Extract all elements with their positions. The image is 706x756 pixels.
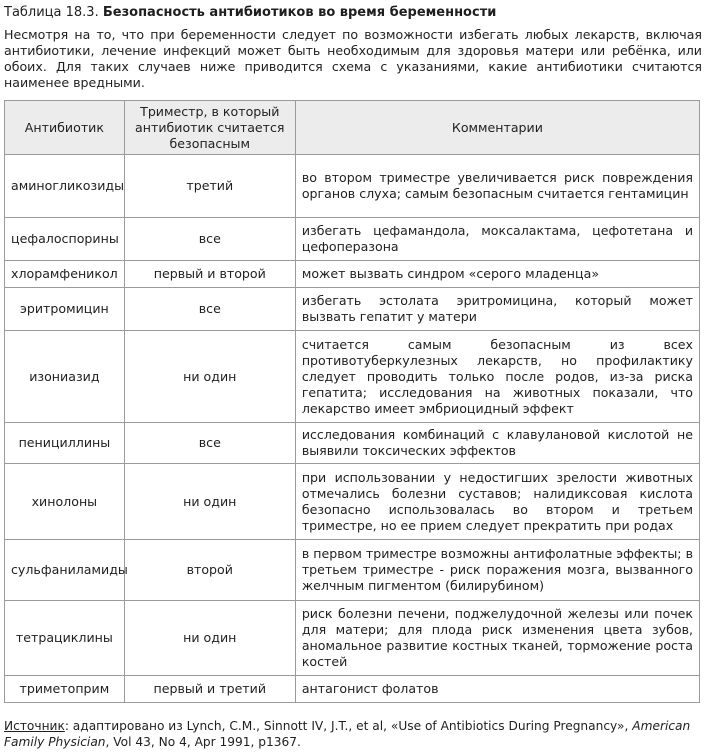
table-row bbox=[5, 288, 700, 331]
safe-trimester: ни один bbox=[124, 464, 295, 540]
drug-name: цефалоспорины bbox=[5, 218, 125, 261]
drug-name: изониазид bbox=[5, 331, 125, 423]
source-note bbox=[4, 718, 702, 750]
drug-comment: может вызвать синдром «серого младенца» bbox=[295, 261, 699, 288]
header-antibiotic: Антибиотик bbox=[5, 101, 125, 155]
source-details: , Vol 43, No 4, Apr 1991, p1367. bbox=[105, 735, 301, 749]
drug-comment: во втором триместре увеличивается риск повреждения органов слуха; самым безопасным считается гентамицин bbox=[295, 155, 699, 218]
table-header-row bbox=[5, 101, 700, 155]
safe-trimester: первый и третий bbox=[124, 676, 295, 703]
drug-comment: в первом триместре возможны антифолатные эффекты; в третьем триместре - риск поражения мозга, вызванного желчным пигментом (билирубином) bbox=[295, 540, 699, 601]
safe-trimester: первый и второй bbox=[124, 261, 295, 288]
safe-trimester: все bbox=[124, 423, 295, 464]
drug-comment: антагонист фолатов bbox=[295, 676, 699, 703]
table-row bbox=[5, 155, 700, 218]
drug-name: триметоприм bbox=[5, 676, 125, 703]
drug-comment: исследования комбинаций с клавулановой кислотой не выявили токсических эффектов bbox=[295, 423, 699, 464]
table-row bbox=[5, 423, 700, 464]
drug-name: сульфаниламиды bbox=[5, 540, 125, 601]
intro-paragraph: Несмотря на то, что при беременности следует по возможности избегать любых лекарств, включая антибиотики, лечение инфекций может быть необходимым для здоровья матери или ребёнка, или обоих. Для таких случаев ниже приводится схема с указаниями, какие антибиотики считаются наименее вредными. bbox=[4, 27, 702, 90]
drug-name: хинолоны bbox=[5, 464, 125, 540]
page-title: Безопасность антибиотиков во время беременности bbox=[102, 5, 497, 20]
source-label: Источник bbox=[4, 719, 65, 733]
safe-trimester: ни один bbox=[124, 601, 295, 676]
safe-trimester: все bbox=[124, 288, 295, 331]
safe-trimester: третий bbox=[124, 155, 295, 218]
drug-name: хлорамфеникол bbox=[5, 261, 125, 288]
drug-name: аминогликозиды bbox=[5, 155, 125, 218]
drug-comment: считается самым безопасным из всех противотуберкулезных лекарств, но профилактику следует проводить только после родов, из-за риска гепатита; исследования на животных показали, что лекарство имеет эмбриоцидный эффект bbox=[295, 331, 699, 423]
safe-trimester: все bbox=[124, 218, 295, 261]
table-row bbox=[5, 464, 700, 540]
table-number: Таблица 18.3. bbox=[4, 5, 99, 20]
header-trimester: Триместр, в который антибиотик считается безопасным bbox=[124, 101, 295, 155]
table-row bbox=[5, 601, 700, 676]
drug-comment: избегать цефамандола, моксалактама, цефотетана и цефоперазона bbox=[295, 218, 699, 261]
drug-comment: при использовании у недостигших зрелости животных отмечались болезни суставов; налидиксовая кислота безопасно использовалась во втором и третьем триместре, но ее прием следует прекратить при родах bbox=[295, 464, 699, 540]
drug-comment: риск болезни печени, поджелудочной железы или почек для матери; для плода риск изменения цвета зубов, аномальное развитие костных тканей, торможение роста костей bbox=[295, 601, 699, 676]
table-row bbox=[5, 331, 700, 423]
safe-trimester: второй bbox=[124, 540, 295, 601]
source-text: : адаптировано из Lynch, C.M., Sinnott IV, J.T., et al, «Use of Antibiotics During Pregnancy», bbox=[64, 719, 633, 733]
table-caption bbox=[4, 5, 496, 20]
safe-trimester: ни один bbox=[124, 331, 295, 423]
drug-name: тетрациклины bbox=[5, 601, 125, 676]
drug-name: эритромицин bbox=[5, 288, 125, 331]
header-comments: Комментарии bbox=[295, 101, 699, 155]
source-journal: American Family Physician bbox=[4, 719, 691, 749]
antibiotics-table bbox=[4, 100, 700, 703]
table-row bbox=[5, 261, 700, 288]
drug-name: пенициллины bbox=[5, 423, 125, 464]
table-row bbox=[5, 676, 700, 703]
table-row bbox=[5, 540, 700, 601]
drug-comment: избегать эстолата эритромицина, который может вызвать гепатит у матери bbox=[295, 288, 699, 331]
table-row bbox=[5, 218, 700, 261]
